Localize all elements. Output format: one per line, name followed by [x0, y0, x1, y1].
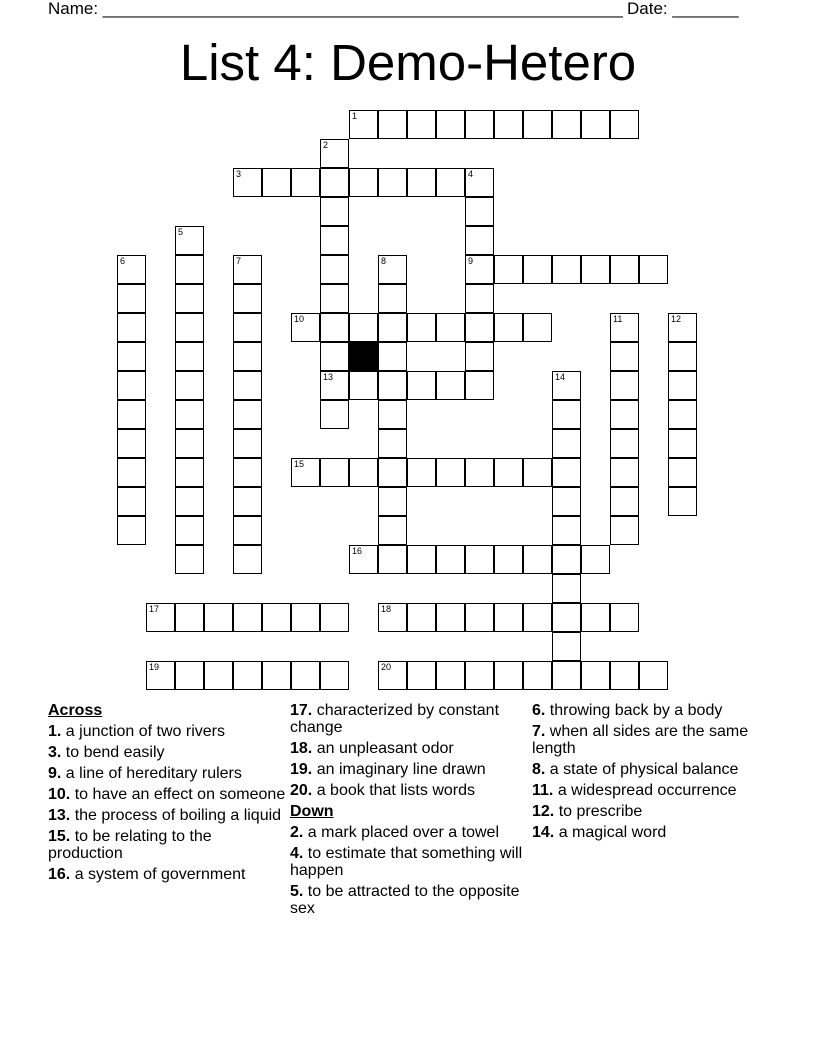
grid-cell[interactable]: [233, 313, 262, 342]
clue-item-number: 10.: [48, 786, 71, 803]
clue-item: [290, 824, 528, 841]
clue-item-number: 5.: [290, 883, 304, 900]
grid-cell[interactable]: [552, 516, 581, 545]
grid-cell[interactable]: [523, 545, 552, 574]
grid-cell[interactable]: [349, 168, 378, 197]
grid-cell[interactable]: [291, 458, 320, 487]
grid-cell[interactable]: [175, 284, 204, 313]
grid-cell[interactable]: [436, 371, 465, 400]
grid-cell[interactable]: [175, 429, 204, 458]
grid-cell[interactable]: [378, 487, 407, 516]
grid-cell[interactable]: [320, 226, 349, 255]
grid-cell[interactable]: [233, 458, 262, 487]
clue-item-text: to prescribe: [558, 803, 643, 820]
clue-item-text: an unpleasant odor: [316, 740, 454, 757]
grid-cell[interactable]: [175, 255, 204, 284]
clue-item-text: a state of physical balance: [549, 761, 739, 778]
clue-number: 15: [294, 459, 305, 469]
clue-item: [290, 883, 528, 917]
grid-cell[interactable]: [117, 255, 146, 284]
clue-number: 6: [120, 256, 126, 266]
grid-cell[interactable]: [204, 661, 233, 690]
grid-cell[interactable]: [407, 603, 436, 632]
grid-cell[interactable]: [320, 255, 349, 284]
grid-cell[interactable]: [117, 371, 146, 400]
grid-cell[interactable]: [175, 313, 204, 342]
grid-cell[interactable]: [378, 661, 407, 690]
clue-item: [532, 803, 770, 820]
blocked-cell: [349, 342, 378, 371]
grid-cell[interactable]: [436, 110, 465, 139]
grid-cell[interactable]: [465, 168, 494, 197]
clue-item-number: 3.: [48, 744, 62, 761]
grid-cell[interactable]: [581, 545, 610, 574]
grid-cell[interactable]: [378, 429, 407, 458]
grid-cell[interactable]: [320, 139, 349, 168]
name-field-line: Name: _______________________________________________________: [48, 0, 623, 18]
grid-cell[interactable]: [378, 371, 407, 400]
clue-item: [532, 782, 770, 799]
grid-cell[interactable]: [320, 458, 349, 487]
grid-cell[interactable]: [552, 632, 581, 661]
grid-cell[interactable]: [523, 661, 552, 690]
grid-cell[interactable]: [233, 168, 262, 197]
grid-cell[interactable]: [581, 255, 610, 284]
grid-cell[interactable]: [494, 661, 523, 690]
clue-item: [290, 761, 528, 778]
grid-cell[interactable]: [378, 168, 407, 197]
grid-cell[interactable]: [494, 110, 523, 139]
grid-cell[interactable]: [291, 168, 320, 197]
grid-cell[interactable]: [146, 661, 175, 690]
grid-cell[interactable]: [320, 371, 349, 400]
grid-cell[interactable]: [233, 342, 262, 371]
clues-column-1: [48, 702, 286, 887]
clue-item-number: 4.: [290, 845, 304, 862]
clue-item-number: 2.: [290, 824, 304, 841]
grid-cell[interactable]: [175, 516, 204, 545]
clue-item: [48, 744, 286, 761]
grid-cell[interactable]: [494, 603, 523, 632]
grid-cell[interactable]: [407, 545, 436, 574]
grid-cell[interactable]: [349, 545, 378, 574]
clue-item-number: 16.: [48, 866, 71, 883]
grid-cell[interactable]: [523, 458, 552, 487]
grid-cell[interactable]: [610, 487, 639, 516]
clue-item: [48, 828, 286, 862]
grid-cell[interactable]: [523, 603, 552, 632]
grid-cell[interactable]: [552, 110, 581, 139]
grid-cell[interactable]: [552, 487, 581, 516]
grid-cell[interactable]: [407, 168, 436, 197]
grid-cell[interactable]: [552, 574, 581, 603]
grid-cell[interactable]: [175, 487, 204, 516]
grid-cell[interactable]: [378, 284, 407, 313]
clue-number: 18: [381, 604, 392, 614]
clue-item-text: a widespread occurrence: [557, 782, 737, 799]
grid-cell[interactable]: [639, 661, 668, 690]
grid-cell[interactable]: [465, 545, 494, 574]
grid-cell[interactable]: [320, 168, 349, 197]
grid-cell[interactable]: [610, 516, 639, 545]
grid-cell[interactable]: [610, 255, 639, 284]
clue-item: [290, 740, 528, 757]
grid-cell[interactable]: [436, 545, 465, 574]
clue-item-text: a system of government: [74, 866, 246, 883]
grid-cell[interactable]: [233, 603, 262, 632]
grid-cell[interactable]: [436, 661, 465, 690]
clue-number: 17: [149, 604, 160, 614]
grid-cell[interactable]: [262, 661, 291, 690]
clue-number: 7: [236, 256, 242, 266]
clue-number: 4: [468, 169, 474, 179]
grid-cell[interactable]: [117, 458, 146, 487]
grid-cell[interactable]: [378, 313, 407, 342]
clue-item-number: 13.: [48, 807, 71, 824]
grid-cell[interactable]: [175, 371, 204, 400]
grid-cell[interactable]: [465, 226, 494, 255]
date-field-line: Date: _______: [627, 0, 739, 18]
clue-item-number: 11.: [532, 782, 554, 799]
grid-cell[interactable]: [610, 603, 639, 632]
grid-cell[interactable]: [291, 313, 320, 342]
clue-item-text: an imaginary line drawn: [316, 761, 486, 778]
clue-item-text: when all sides are the same length: [532, 723, 749, 757]
clue-number: 16: [352, 546, 363, 556]
clue-item: [532, 702, 770, 719]
grid-cell[interactable]: [233, 429, 262, 458]
clue-item-number: 7.: [532, 723, 546, 740]
grid-cell[interactable]: [291, 603, 320, 632]
clue-item: [290, 782, 528, 799]
clue-item-text: characterized by constant change: [290, 702, 500, 736]
grid-cell[interactable]: [378, 342, 407, 371]
clue-item-number: 1.: [48, 723, 62, 740]
grid-cell[interactable]: [378, 255, 407, 284]
grid-cell[interactable]: [436, 313, 465, 342]
grid-cell[interactable]: [465, 661, 494, 690]
grid-cell[interactable]: [610, 400, 639, 429]
grid-cell[interactable]: [349, 458, 378, 487]
grid-cell[interactable]: [465, 342, 494, 371]
grid-cell[interactable]: [378, 400, 407, 429]
page-title: List 4: Demo-Hetero: [179, 34, 637, 91]
grid-cell[interactable]: [233, 400, 262, 429]
grid-cell[interactable]: [233, 284, 262, 313]
clue-item-number: 19.: [290, 761, 313, 778]
grid-cell[interactable]: [262, 603, 291, 632]
clue-number: 14: [555, 372, 566, 382]
clue-item-number: 17.: [290, 702, 313, 719]
grid-cell[interactable]: [175, 603, 204, 632]
clue-item-number: 14.: [532, 824, 555, 841]
clue-number: 8: [381, 256, 387, 266]
clue-item-text: to bend easily: [65, 744, 165, 761]
grid-cell[interactable]: [320, 661, 349, 690]
clue-item: [48, 723, 286, 740]
clue-item: [290, 845, 528, 879]
clue-item-text: a junction of two rivers: [65, 723, 225, 740]
clue-item-text: the process of boiling a liquid: [74, 807, 282, 824]
grid-cell[interactable]: [117, 429, 146, 458]
grid-cell[interactable]: [465, 458, 494, 487]
grid-cell[interactable]: [494, 255, 523, 284]
grid-cell[interactable]: [175, 458, 204, 487]
grid-cell[interactable]: [610, 371, 639, 400]
grid-cell[interactable]: [407, 371, 436, 400]
clue-number: 20: [381, 662, 392, 672]
grid-cell[interactable]: [233, 545, 262, 574]
grid-cell[interactable]: [233, 255, 262, 284]
grid-cell[interactable]: [320, 313, 349, 342]
grid-cell[interactable]: [117, 313, 146, 342]
grid-cell[interactable]: [117, 487, 146, 516]
grid-cell[interactable]: [552, 371, 581, 400]
clue-item: [290, 702, 528, 736]
clues-column-2: [290, 702, 528, 921]
grid-cell[interactable]: [175, 661, 204, 690]
clue-item-number: 18.: [290, 740, 313, 757]
grid-cell[interactable]: [552, 545, 581, 574]
clue-item-number: 15.: [48, 828, 71, 845]
grid-cell[interactable]: [320, 197, 349, 226]
clue-item-number: 6.: [532, 702, 546, 719]
grid-cell[interactable]: [523, 110, 552, 139]
grid-cell[interactable]: [175, 342, 204, 371]
clue-number: 11: [613, 314, 623, 324]
grid-cell[interactable]: [320, 342, 349, 371]
clue-item-text: to be relating to the production: [48, 828, 212, 862]
clue-item: [532, 824, 770, 841]
grid-cell[interactable]: [610, 458, 639, 487]
clue-number: 10: [294, 314, 305, 324]
clue-item-text: a book that lists words: [316, 782, 475, 799]
grid-cell[interactable]: [581, 110, 610, 139]
grid-cell[interactable]: [436, 458, 465, 487]
grid-cell[interactable]: [378, 110, 407, 139]
clue-item-number: 20.: [290, 782, 313, 799]
grid-cell[interactable]: [494, 458, 523, 487]
grid-cell[interactable]: [465, 603, 494, 632]
grid-cell[interactable]: [233, 661, 262, 690]
grid-cell[interactable]: [465, 284, 494, 313]
grid-cell[interactable]: [349, 371, 378, 400]
grid-cell[interactable]: [552, 603, 581, 632]
grid-cell[interactable]: [175, 400, 204, 429]
grid-cell[interactable]: [407, 661, 436, 690]
clue-item-number: 8.: [532, 761, 546, 778]
grid-cell[interactable]: [349, 110, 378, 139]
clue-item-text: a magical word: [558, 824, 667, 841]
clue-item-text: a line of hereditary rulers: [65, 765, 242, 782]
grid-cell[interactable]: [494, 545, 523, 574]
clue-item: [48, 866, 286, 883]
grid-cell[interactable]: [117, 284, 146, 313]
clue-item: [48, 765, 286, 782]
clue-item: [532, 761, 770, 778]
grid-cell[interactable]: [407, 458, 436, 487]
grid-cell[interactable]: [610, 313, 639, 342]
grid-cell[interactable]: [175, 545, 204, 574]
grid-cell[interactable]: [233, 516, 262, 545]
clue-number: 12: [671, 314, 682, 324]
clue-item-text: throwing back by a body: [549, 702, 723, 719]
clue-item: [48, 807, 286, 824]
clue-item-number: 12.: [532, 803, 555, 820]
grid-cell[interactable]: [378, 516, 407, 545]
grid-cell[interactable]: [494, 313, 523, 342]
grid-cell[interactable]: [436, 603, 465, 632]
clue-item-text: to have an effect on someone: [74, 786, 286, 803]
clue-item-text: to estimate that something will happen: [290, 845, 523, 879]
grid-cell[interactable]: [523, 313, 552, 342]
grid-cell[interactable]: [610, 342, 639, 371]
clue-item-text: to be attracted to the opposite sex: [290, 883, 520, 917]
grid-cell[interactable]: [233, 487, 262, 516]
grid-cell[interactable]: [465, 313, 494, 342]
grid-cell[interactable]: [465, 197, 494, 226]
grid-cell[interactable]: [610, 429, 639, 458]
grid-cell[interactable]: [117, 342, 146, 371]
clue-number: 19: [149, 662, 160, 672]
grid-cell[interactable]: [146, 603, 175, 632]
grid-cell[interactable]: [233, 371, 262, 400]
grid-cell[interactable]: [117, 516, 146, 545]
grid-cell[interactable]: [552, 429, 581, 458]
clue-number: 9: [468, 256, 474, 266]
clue-item-number: 9.: [48, 765, 62, 782]
clue-item-text: a mark placed over a towel: [307, 824, 499, 841]
grid-cell[interactable]: [378, 603, 407, 632]
clues-column-3: [532, 702, 770, 845]
clue-item: [48, 786, 286, 803]
grid-cell[interactable]: [581, 603, 610, 632]
grid-cell[interactable]: [668, 400, 697, 429]
grid-cell[interactable]: [552, 458, 581, 487]
clue-number: 1: [352, 111, 358, 121]
clue-number: 13: [323, 372, 334, 382]
grid-cell[interactable]: [610, 110, 639, 139]
grid-cell[interactable]: [262, 168, 291, 197]
grid-cell[interactable]: [668, 487, 697, 516]
grid-cell[interactable]: [378, 458, 407, 487]
grid-cell[interactable]: [175, 226, 204, 255]
clue-number: 2: [323, 140, 329, 150]
grid-cell[interactable]: [552, 661, 581, 690]
clue-number: 3: [236, 169, 242, 179]
grid-cell[interactable]: [320, 284, 349, 313]
grid-cell[interactable]: [320, 603, 349, 632]
grid-cell[interactable]: [668, 429, 697, 458]
grid-cell[interactable]: [407, 313, 436, 342]
grid-cell[interactable]: [465, 255, 494, 284]
grid-cell[interactable]: [378, 545, 407, 574]
grid-cell[interactable]: [552, 400, 581, 429]
grid-cell[interactable]: [581, 661, 610, 690]
grid-cell[interactable]: [668, 371, 697, 400]
clue-item: [532, 723, 770, 757]
grid-cell[interactable]: [436, 168, 465, 197]
down-heading: Down: [290, 803, 334, 820]
grid-cell[interactable]: [610, 661, 639, 690]
grid-cell[interactable]: [204, 603, 233, 632]
grid-cell[interactable]: [320, 400, 349, 429]
grid-cell[interactable]: [407, 110, 436, 139]
grid-cell[interactable]: [552, 255, 581, 284]
grid-cell[interactable]: [117, 400, 146, 429]
grid-cell[interactable]: [349, 313, 378, 342]
grid-cell[interactable]: [639, 255, 668, 284]
grid-cell[interactable]: [668, 342, 697, 371]
grid-cell[interactable]: [523, 255, 552, 284]
across-heading: Across: [48, 702, 103, 719]
grid-cell[interactable]: [465, 110, 494, 139]
clue-number: 5: [178, 227, 184, 237]
grid-cell[interactable]: [668, 458, 697, 487]
grid-cell[interactable]: [291, 661, 320, 690]
grid-cell[interactable]: [465, 371, 494, 400]
grid-cell[interactable]: [668, 313, 697, 342]
